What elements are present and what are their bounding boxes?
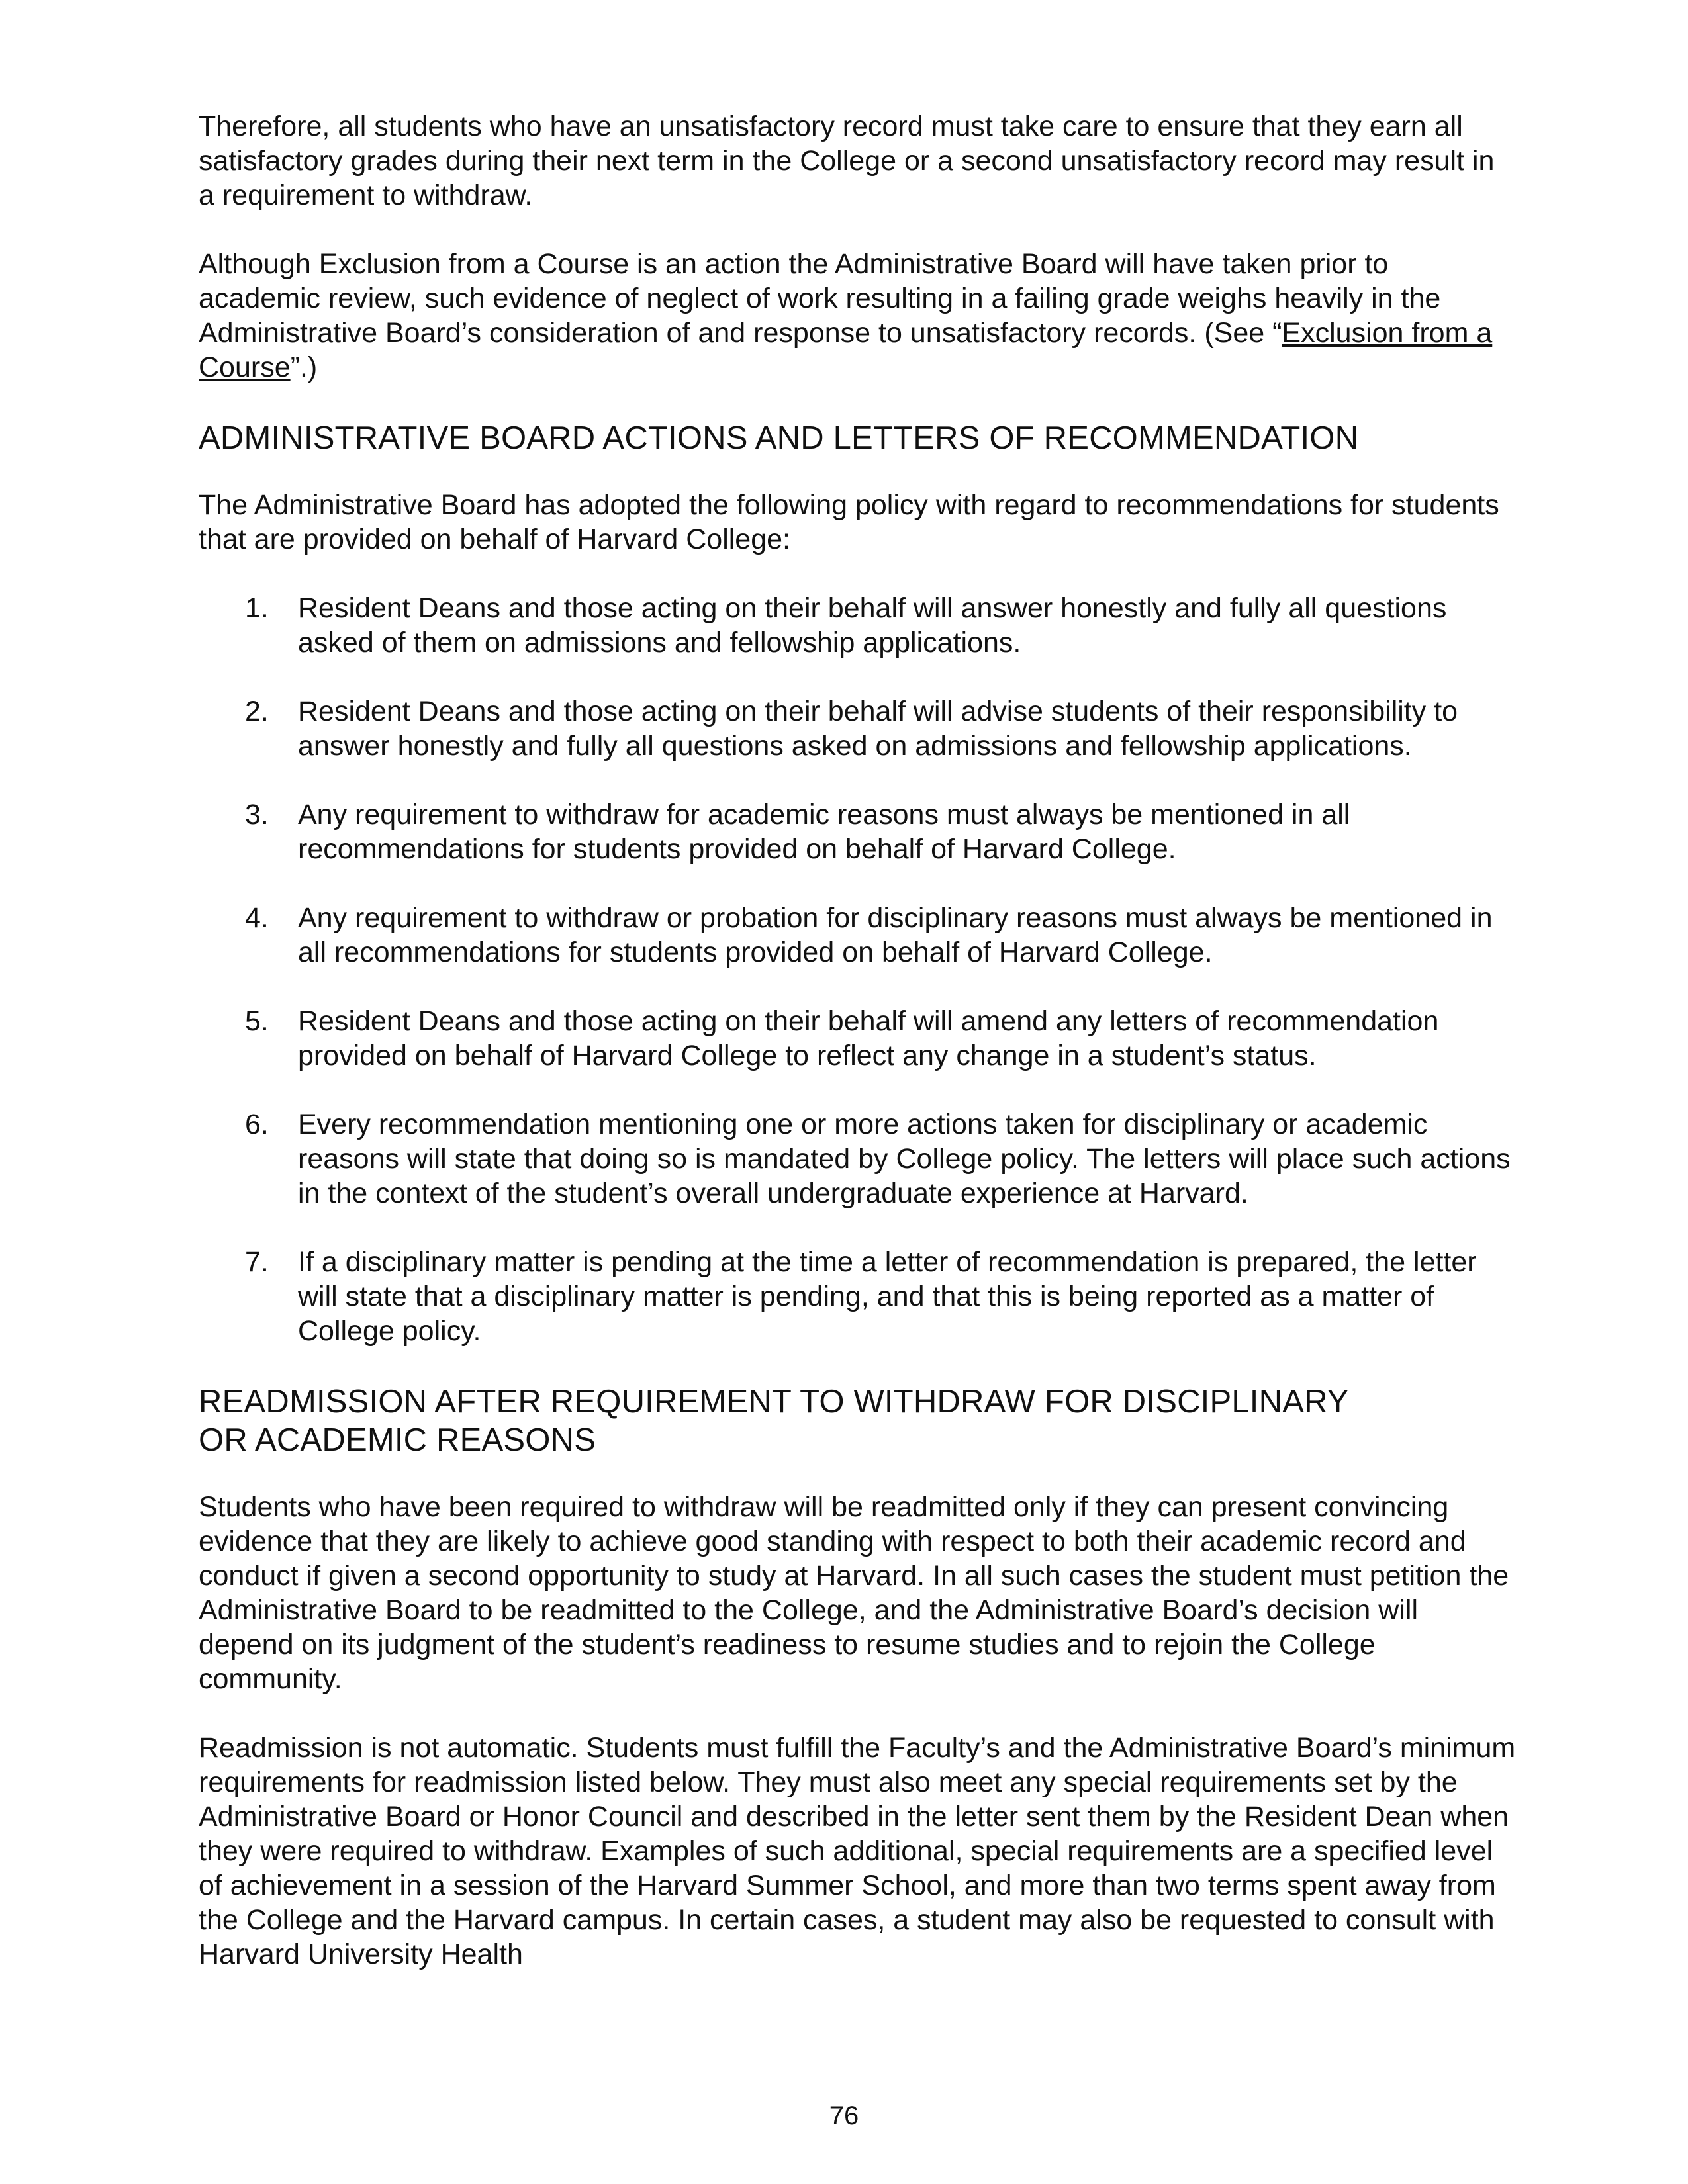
policy-item-text: Every recommendation mentioning one or more actions taken for disciplinary or academic reasons will state that doing so is mandated by College policy. The letters will place such actions in the context of the student’s overall undergraduate experience at Harvard.	[298, 1109, 1511, 1209]
exclusion-text-after: ”.)	[290, 351, 318, 383]
policy-item-number: 5.	[245, 1005, 269, 1037]
policy-item-number: 1.	[245, 592, 269, 624]
policy-item-number: 4.	[245, 902, 269, 934]
policy-item	[199, 1107, 1516, 1210]
policy-item-text: Any requirement to withdraw for academic reasons must always be mentioned in all recommendations for students provided on behalf of Harvard College.	[298, 799, 1350, 865]
readmission-paragraph-1: Students who have been required to withdraw will be readmitted only if they can present convincing evidence that they are likely to achieve good standing with respect to both their academic record and conduct if given a second opportunity to study at Harvard. In all such cases the student must petition the Administrative Board to be readmitted to the College, and the Administrative Board’s decision will depend on its judgment of the student’s readiness to resume studies and to rejoin the College community.	[199, 1491, 1509, 1695]
policy-item-text: Any requirement to withdraw or probation for disciplinary reasons must always be mentioned in all recommendations for students provided on behalf of Harvard College.	[298, 902, 1493, 968]
exclusion-from-course-link[interactable]: Exclusion from a Course	[199, 317, 1493, 383]
policy-item-number: 6.	[245, 1109, 269, 1140]
page-number: 76	[829, 2101, 859, 2130]
policy-item-text: Resident Deans and those acting on their behalf will amend any letters of recommendation provided on behalf of Harvard College to reflect any change in a student’s status.	[298, 1005, 1439, 1071]
readmission-heading-line-1: READMISSION AFTER REQUIREMENT TO WITHDRAW FOR DISCIPLINARY	[199, 1384, 1349, 1420]
document-page	[199, 109, 1516, 2006]
policy-item	[199, 591, 1516, 660]
policy-item	[199, 1245, 1516, 1348]
policy-item-number: 7.	[245, 1246, 269, 1278]
section-heading-readmission	[199, 1383, 1516, 1459]
policy-item-number: 3.	[245, 799, 269, 831]
policy-item	[199, 901, 1516, 970]
section-heading-letters-of-recommendation: ADMINISTRATIVE BOARD ACTIONS AND LETTERS OF RECOMMENDATION	[199, 420, 1359, 456]
policy-item-text: Resident Deans and those acting on their behalf will advise students of their responsibility to answer honestly and fully all questions asked on admissions and fellowship applications.	[298, 696, 1458, 762]
policy-item-text: If a disciplinary matter is pending at the time a letter of recommendation is prepared, the letter will state that a disciplinary matter is pending, and that this is being reported as a matter of College policy.	[298, 1246, 1477, 1347]
recommendation-policy-list	[199, 591, 1516, 1348]
recommendation-policy-intro: The Administrative Board has adopted the following policy with regard to recommendations for students that are provided on behalf of Harvard College:	[199, 489, 1499, 555]
exclusion-text-before: Although Exclusion from a Course is an action the Administrative Board will have taken prior to academic review, such evidence of neglect of work resulting in a failing grade weighs heavily in the Administrative Board’s consideration of and response to unsatisfactory records. (See “	[199, 248, 1441, 349]
policy-item	[199, 1004, 1516, 1073]
policy-item-number: 2.	[245, 696, 269, 727]
unsatisfactory-record-paragraph: Therefore, all students who have an unsatisfactory record must take care to ensure that they earn all satisfactory grades during their next term in the College or a second unsatisfactory record may result in a requirement to withdraw.	[199, 111, 1495, 211]
exclusion-paragraph	[199, 247, 1516, 385]
readmission-paragraph-2: Readmission is not automatic. Students must fulfill the Faculty’s and the Administrative Board’s minimum requirements for readmission listed below. They must also meet any special requirements set by the Administrative Board or Honor Council and described in the letter sent them by the Resident Dean when they were required to withdraw. Examples of such additional, special requirements are a specified level of achievement in a session of the Harvard Summer School, and more than two terms spent away from the College and the Harvard campus. In certain cases, a student may also be requested to consult with Harvard University Health	[199, 1732, 1516, 1970]
policy-item-text: Resident Deans and those acting on their behalf will answer honestly and fully all questions asked of them on admissions and fellowship applications.	[298, 592, 1447, 659]
policy-item	[199, 797, 1516, 866]
readmission-heading-line-2: OR ACADEMIC REASONS	[199, 1422, 596, 1458]
policy-item	[199, 694, 1516, 763]
